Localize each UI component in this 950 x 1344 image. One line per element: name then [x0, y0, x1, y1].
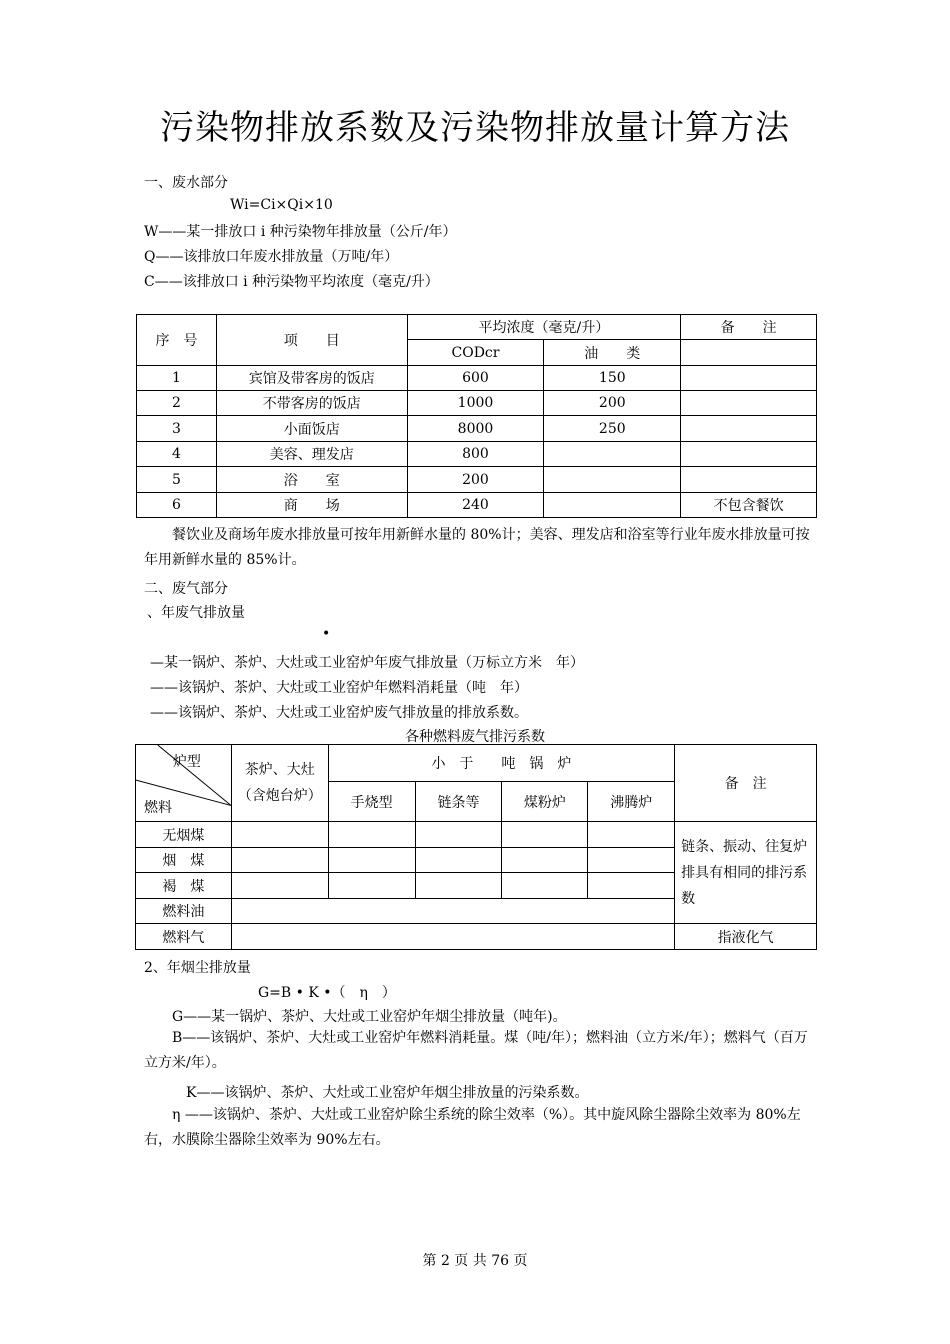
cell-seq: 4	[137, 442, 217, 467]
header-chain-grate: 链条等	[415, 782, 502, 822]
cell-seq: 2	[137, 391, 217, 416]
gas-definition-3: ——该锅炉、茶炉、大灶或工业窑炉废气排放量的排放系数。	[150, 705, 528, 721]
cell-note: 不包含餐饮	[681, 493, 817, 518]
cell-cod: 1000	[407, 391, 544, 416]
diagonal-header-cell	[136, 745, 232, 822]
header-item: 项 目	[216, 315, 407, 366]
section-wastewater-heading: 一、废水部分	[144, 175, 228, 191]
cell-cod: 800	[407, 442, 544, 467]
page-footer: 第 2 页 共 76 页	[422, 1253, 528, 1269]
header-avg-concentration: 平均浓度（毫克/升）	[407, 315, 681, 340]
fuel-anthracite: 无烟煤	[136, 822, 232, 848]
header-cod: CODcr	[407, 340, 544, 366]
header-oil: 油 类	[544, 340, 681, 366]
cell-cod: 600	[407, 366, 544, 391]
cell-note	[681, 416, 817, 442]
cell-note	[681, 442, 817, 467]
header-note: 备 注	[681, 315, 817, 340]
formula-placeholder-dot: •	[322, 626, 331, 642]
fuel-label: 燃料	[144, 800, 172, 816]
dust-definition-eta: η ——该锅炉、茶炉、大灶或工业窑炉除尘系统的除尘效率（%）。其中旋风除尘器除尘效率为 80%左右，水膜除尘器除尘效率为 90%左右。	[144, 1107, 801, 1148]
section-waste-gas-heading: 二、废气部分	[144, 581, 228, 597]
cell-cod: 8000	[407, 416, 544, 442]
cell-cod: 240	[407, 493, 544, 518]
tea-stove-line-1: 茶炉、大灶	[244, 762, 315, 778]
cell-item: 美容、理发店	[216, 442, 407, 467]
small-boiler-header: 小 于 吨 锅 炉	[328, 745, 674, 782]
fuel-gas: 燃料气	[136, 924, 232, 950]
definition-q: Q——该排放口年废水排放量（万吨/年）	[144, 249, 399, 265]
header-hand-fired: 手烧型	[328, 782, 415, 822]
table-row	[137, 493, 817, 518]
annual-gas-emission-heading: 、年废气排放量	[147, 605, 245, 621]
table-row	[136, 924, 817, 950]
gas-definition-1: —某一锅炉、茶炉、大灶或工业窑炉年废气排放量（万标立方米 年）	[150, 655, 584, 671]
stove-type-label: 炉型	[172, 754, 201, 770]
cell-item: 商 场	[216, 493, 407, 518]
header-pulverized-coal: 煤粉炉	[502, 782, 588, 822]
tea-stove-header	[231, 745, 328, 822]
cell-item: 宾馆及带客房的饭店	[216, 366, 407, 391]
fuel-oil: 燃料油	[136, 899, 232, 924]
cell-note	[681, 391, 817, 416]
fuel-bituminous: 烟 煤	[136, 848, 232, 873]
definition-c: C——该排放口 i 种污染物平均浓度（毫克/升）	[144, 274, 439, 290]
cell-item: 小面饭店	[216, 416, 407, 442]
table-row	[137, 366, 817, 391]
cell-seq: 5	[137, 467, 217, 493]
cell-note	[681, 467, 817, 493]
table-row	[137, 442, 817, 467]
wastewater-note: 餐饮业及商场年废水排放量可按年用新鲜水量的 80%计；美容、理发店和浴室等行业年废水排放量可按年用新鲜水量的 85%计。	[144, 527, 810, 568]
cell-oil	[544, 442, 681, 467]
header-fluidized-bed: 沸腾炉	[588, 782, 675, 822]
gas-coefficient-table	[135, 744, 817, 950]
table-row	[137, 416, 817, 442]
cell-oil: 200	[544, 391, 681, 416]
cell-cod: 200	[407, 467, 544, 493]
definition-w: W——某一排放口 i 种污染物年排放量（公斤/年）	[144, 224, 457, 240]
dust-definition-b: B——该锅炉、茶炉、大灶或工业窑炉年燃料消耗量。煤（吨/年）；燃料油（立方米/年）；燃料气（百万立方米/年）。	[144, 1030, 808, 1071]
page-title: 污染物排放系数及污染物排放量计算方法	[160, 108, 790, 148]
gas-fuel-note: 指液化气	[675, 924, 817, 950]
cell-oil: 150	[544, 366, 681, 391]
wastewater-table	[136, 314, 817, 518]
cell-seq: 6	[137, 493, 217, 518]
coal-note: 链条、振动、往复炉排具有相同的排污系数	[675, 822, 817, 924]
cell-seq: 1	[137, 366, 217, 391]
cell-item: 浴 室	[216, 467, 407, 493]
cell-note	[681, 366, 817, 391]
fuel-lignite: 褐 煤	[136, 873, 232, 899]
tea-stove-line-2: （含炮台炉）	[237, 788, 322, 804]
cell-seq: 3	[137, 416, 217, 442]
cell-oil: 250	[544, 416, 681, 442]
table-row	[137, 391, 817, 416]
dust-definition-g: G——某一锅炉、茶炉、大灶或工业窑炉年烟尘排放量（吨年)。	[172, 1009, 567, 1025]
cell-oil	[544, 467, 681, 493]
header-seq: 序 号	[137, 315, 217, 366]
gas-note-header: 备 注	[675, 745, 817, 822]
cell-item: 不带客房的饭店	[216, 391, 407, 416]
dust-emission-heading: 2、年烟尘排放量	[144, 960, 251, 976]
gas-table-caption: 各种燃料废气排污系数	[405, 729, 545, 745]
header-note-blank	[681, 340, 817, 366]
dust-definition-k: K——该锅炉、茶炉、大灶或工业窑炉年烟尘排放量的污染系数。	[186, 1085, 589, 1101]
gas-definition-2: ——该锅炉、茶炉、大灶或工业窑炉年燃料消耗量（吨 年）	[150, 680, 528, 696]
table-row	[136, 822, 817, 848]
cell-oil	[544, 493, 681, 518]
wastewater-formula: Wi=Ci×Qi×10	[230, 197, 333, 213]
table-row	[137, 467, 817, 493]
dust-formula: G=B • K •（ η ）	[258, 985, 396, 1001]
